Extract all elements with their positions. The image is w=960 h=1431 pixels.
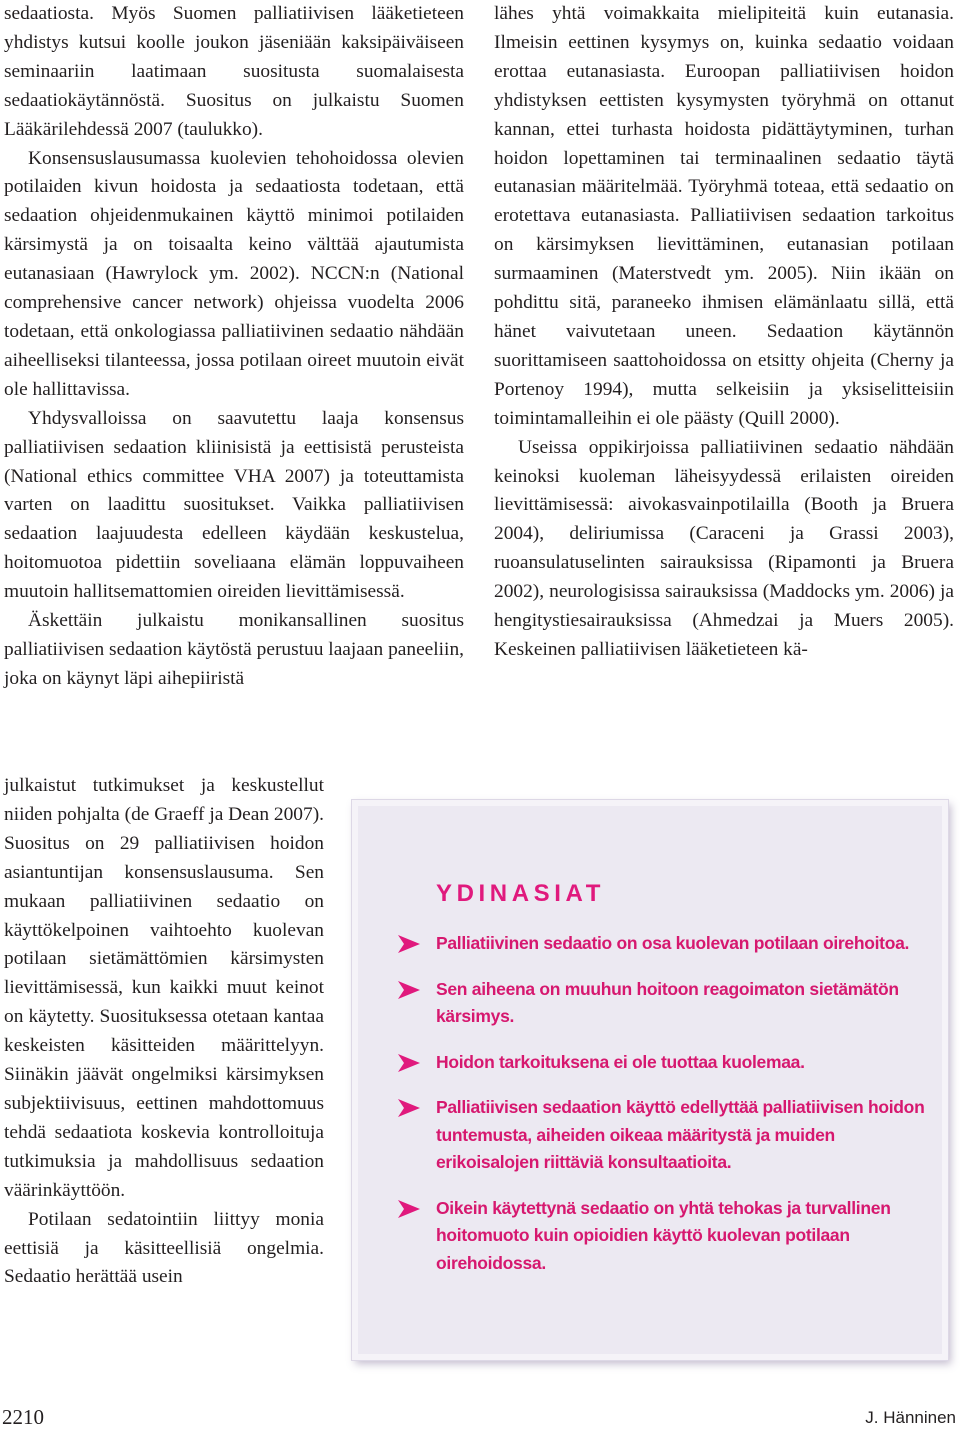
list-item-text: Hoidon tarkoituksena ei ole tuottaa kuolemaa. (436, 1051, 805, 1072)
list-item (394, 1049, 934, 1077)
left-narrow-column (4, 772, 324, 1292)
list-item (394, 976, 934, 1031)
paragraph: Konsensuslausumassa kuolevien tehohoidossa olevien potilaiden kivun hoidosta ja sedaatiosta todetaan, että sedaation ohjeidenmukainen käyttö minimoi potilaiden kärsimystä ja on toisaalta keino välttää ajautumista eutanasiaan (Hawrylock ym. 2002). NCCN:n (National comprehensive cancer network) ohjeissa vuodelta 2006 todetaan, että onkologiassa palliatiivinen sedaatio nähdään aiheelliseksi tilanteessa, jossa potilaan oireet muutoin eivät ole hallittavissa. (4, 147, 464, 400)
arrow-icon (398, 1099, 420, 1117)
paragraph: Useissa oppikirjoissa palliatiivinen sedaatio nähdään keinoksi kuoleman läheisyydessä erilaisten oireiden lievittämisessä: aivokasvainpotilailla (Booth ja Bruera 2004), deliriumissa (Caraceni ja Grassi 2003), ruoansulatuselinten sairauksissa (Ripamonti ja Bruera 2002), neurologisissa sairauksissa (Maddocks ym. 2006) ja hengitystiesairauksissa (Ahmedzai ja Muers 2005). Keskeinen palliatiivisen lääketieteen kä- (494, 436, 954, 660)
right-column (494, 0, 954, 665)
paragraph: Äskettäin julkaistu monikansallinen suositus palliatiivisen sedaation käytöstä perustuu laajaan paneeliin, joka on käynyt läpi aihepiiristä (4, 610, 464, 689)
paragraph: Yhdysvalloissa on saavutettu laaja konsensus palliatiivisen sedaation kliinisistä ja eettisistä perusteista (National ethics committee VHA 2007) ja toteuttamista varten on laadittu suositukset. Vaikka palliatiivisen sedaation laajuudesta edelleen käydään keskustelua, hoitomuotoa pidettiin soveliaana elämän loppuvaiheen muutoin hallitsemattomien oireiden lievittämisessä. (4, 407, 464, 603)
paragraph: julkaistut tutkimukset ja keskustellut niiden pohjalta (de Graeff ja Dean 2007). Suositus on 29 palliatiivisen hoidon asiantuntijan konsensuslausuma. Sen mukaan palliatiivinen sedaatio on käyttökelpoinen vaihtoehto kuolevan potilaan sietämättömien kärsimysten lievittämisessä, kun kaikki muut keinot on käytetty. Suosituksessa otetaan kantaa keskeisten käsitteiden määrittelyyn. Siinäkin jäävät ongelmiksi kärsimyksen subjektiivisuus, eettinen mahdottomuus tehdä sedaatiota koskevia kontrolloituja tutkimuksia ja mahdollisuus sedaation väärinkäyttöön. (4, 775, 325, 1201)
author-name: J. Hänninen (865, 1408, 956, 1427)
list-item (394, 1094, 934, 1177)
paragraph: Potilaan sedatointiin liittyy monia eettisiä ja käsitteellisiä ongelmia. Sedaatio herättää usein (4, 1208, 324, 1288)
box-title: YDINASIAT (436, 880, 605, 907)
key-points-list (394, 930, 934, 1295)
left-column (4, 0, 464, 694)
list-item-text: Palliatiivisen sedaation käyttö edellyttää palliatiivisen hoidon tuntemusta, aiheiden oikeaa määritystä ja muiden erikoisalojen riittäviä konsultaatioita. (436, 1097, 925, 1172)
page-number: 2210 (2, 1405, 44, 1429)
paragraph: lähes yhtä voimakkaita mielipiteitä kuin eutanasia. Ilmeisin eettinen kysymys on, kuinka sedaatio voidaan erottaa eutanasiasta. Euroopan palliatiivisen hoidon yhdistyksen eettisten kysymysten työryhmä on ottanut kannan, ettei turhasta hoidosta pidättäytyminen, turhan hoidon lopettaminen tai terminaalinen sedaatio täytä eutanasian määritelmää. Työryhmä toteaa, että sedaatio on erotettava eutanasiasta. Palliatiivisen sedaation tarkoitus on kärsimyksen lievittäminen, eutanasian potilaan surmaaminen (Materstvedt ym. 2005). Niin ikään on pohdittu sitä, paraneeko ihmisen elämänlaatu sillä, että hänet vaivutetaan uneen. Sedaation käytännön suorittamiseen saattohoidossa on etsitty ohjeita (Cherny ja Portenoy 1994), mutta selkeisiin ja yksiselitteisiin toimintamalleihin ei ole päästy (Quill 2000). (494, 3, 954, 429)
key-points-box (352, 800, 948, 1360)
arrow-icon (398, 981, 420, 999)
list-item (394, 1195, 934, 1278)
arrow-icon (398, 935, 420, 953)
arrow-icon (398, 1200, 420, 1218)
list-item-text: Sen aiheena on muuhun hoitoon reagoimaton sietämätön kärsimys. (436, 978, 899, 1026)
arrow-icon (398, 1054, 420, 1072)
list-item-text: Oikein käytettynä sedaatio on yhtä tehokas ja turvallinen hoitomuoto kuin opioidien käyttö kuolevan potilaan oirehoidossa. (436, 1197, 891, 1273)
paragraph: sedaatiosta. Myös Suomen palliatiivisen lääketieteen yhdistys kutsui koolle joukon jäseniään kaksipäiväiseen seminaariin laatimaan suositusta suomalaisesta sedaatiokäytännöstä. Suositus on julkaistu Suomen Lääkärilehdessä 2007 (taulukko). (4, 3, 464, 140)
list-item-text: Palliatiivinen sedaatio on osa kuolevan potilaan oirehoitoa. (436, 933, 910, 953)
list-item (394, 930, 934, 958)
